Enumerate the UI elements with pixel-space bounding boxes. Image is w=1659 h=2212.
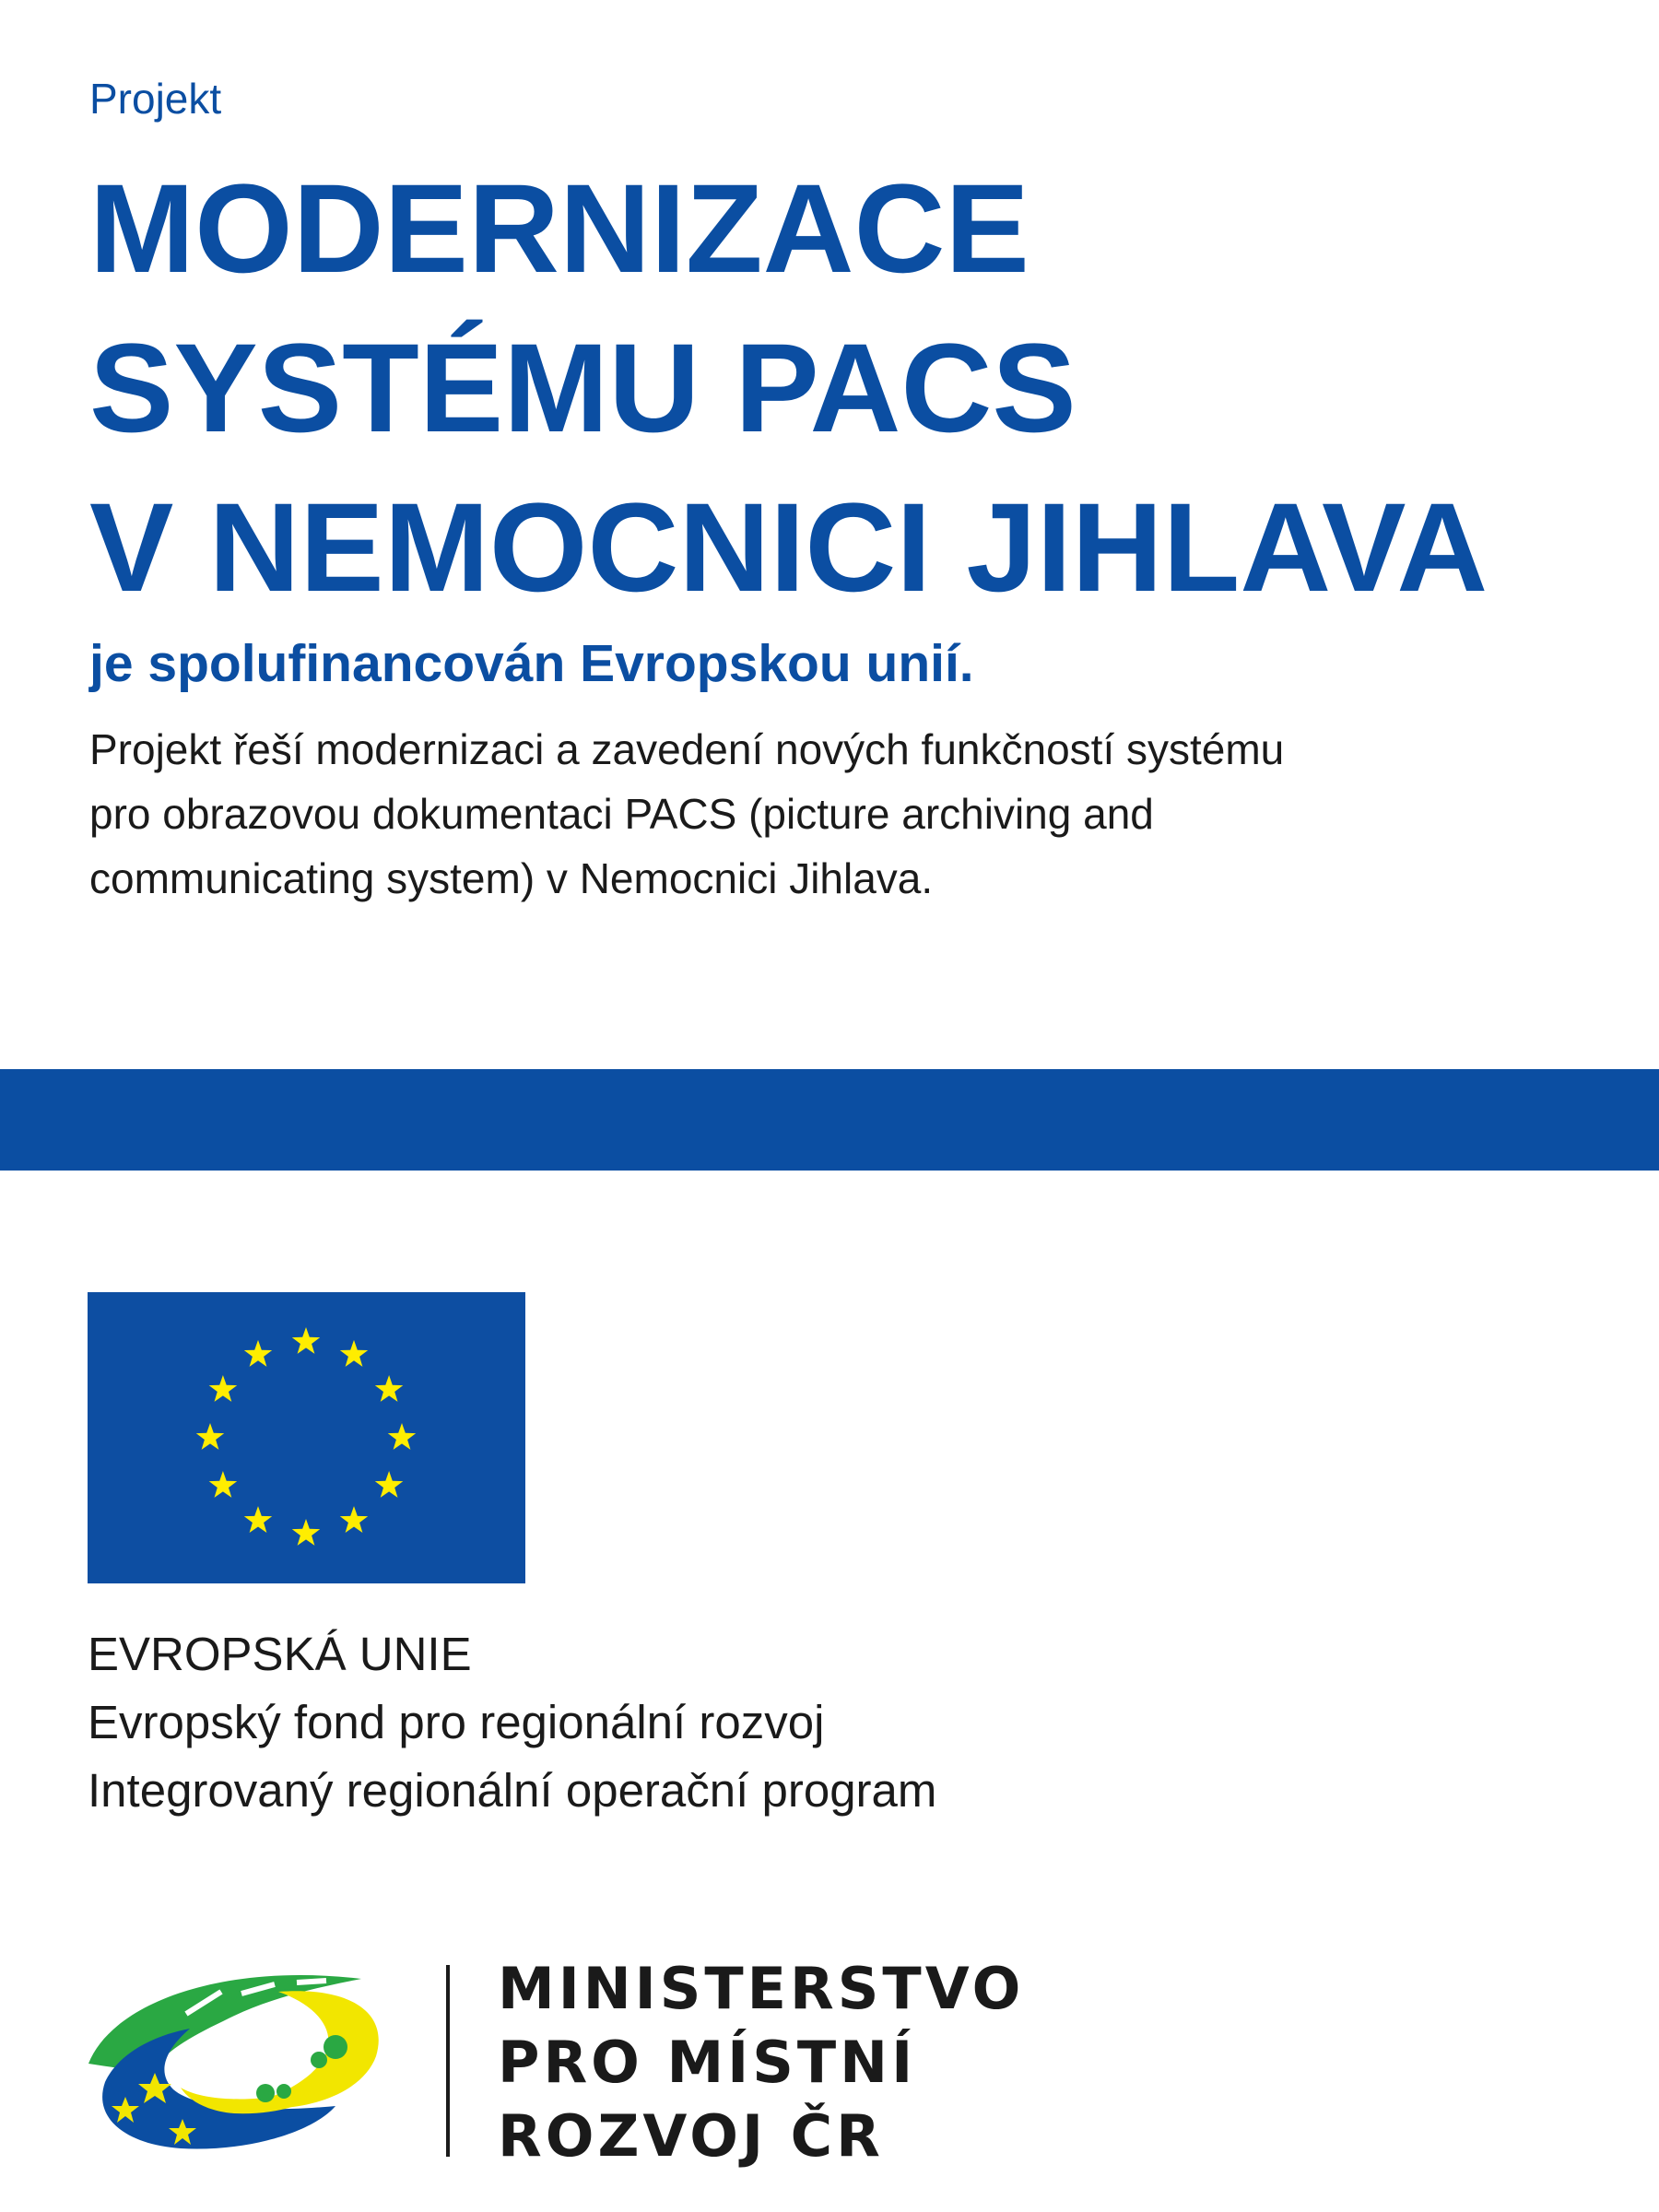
- eu-star-icon: [209, 1471, 238, 1498]
- project-description: [89, 717, 1284, 911]
- eu-star-icon: [375, 1471, 404, 1498]
- eu-star-icon: [292, 1327, 320, 1354]
- blue-divider-band: [0, 1069, 1659, 1171]
- project-label: Projekt: [89, 75, 222, 123]
- project-title: [89, 149, 1488, 628]
- description-line: communicating system) v Nemocnici Jihlava.: [89, 854, 934, 902]
- eu-star-icon: [244, 1340, 272, 1367]
- mmr-logo-icon: [85, 1968, 398, 2152]
- ministry-name-line: PRO MÍSTNÍ: [498, 2029, 917, 2096]
- eu-flag-icon: [88, 1292, 525, 1583]
- project-title-line: V NEMOCNICI JIHLAVA: [89, 477, 1488, 618]
- eu-star-icon: [196, 1423, 224, 1450]
- eu-fund-info: [88, 1620, 936, 1825]
- description-line: pro obrazovou dokumentaci PACS (picture archiving and: [89, 790, 1154, 838]
- eu-star-icon: [388, 1423, 416, 1450]
- project-title-line: MODERNIZACE: [89, 159, 1030, 300]
- eu-flag-stars: [88, 1292, 525, 1583]
- eu-fund-line: Integrovaný regionální operační program: [88, 1764, 937, 1817]
- logo-divider: [446, 1965, 450, 2157]
- description-line: Projekt řeší modernizaci a zavedení nových funkčností systému: [89, 725, 1285, 773]
- eu-star-icon: [340, 1340, 368, 1367]
- eu-fund-line: EVROPSKÁ UNIE: [88, 1628, 472, 1680]
- ministry-name-line: ROZVOJ ČR: [498, 2102, 884, 2170]
- eu-star-icon: [340, 1506, 368, 1533]
- eu-star-icon: [209, 1375, 238, 1402]
- eu-fund-line: Evropský fond pro regionální rozvoj: [88, 1696, 825, 1748]
- cofinanced-statement: je spolufinancován Evropskou unií.: [89, 634, 974, 693]
- eu-star-icon: [292, 1519, 320, 1546]
- ministry-name: [498, 1952, 1024, 2173]
- ministry-name-line: MINISTERSTVO: [498, 1955, 1025, 2022]
- project-title-line: SYSTÉMU PACS: [89, 318, 1077, 459]
- eu-star-icon: [375, 1375, 404, 1402]
- eu-star-icon: [244, 1506, 272, 1533]
